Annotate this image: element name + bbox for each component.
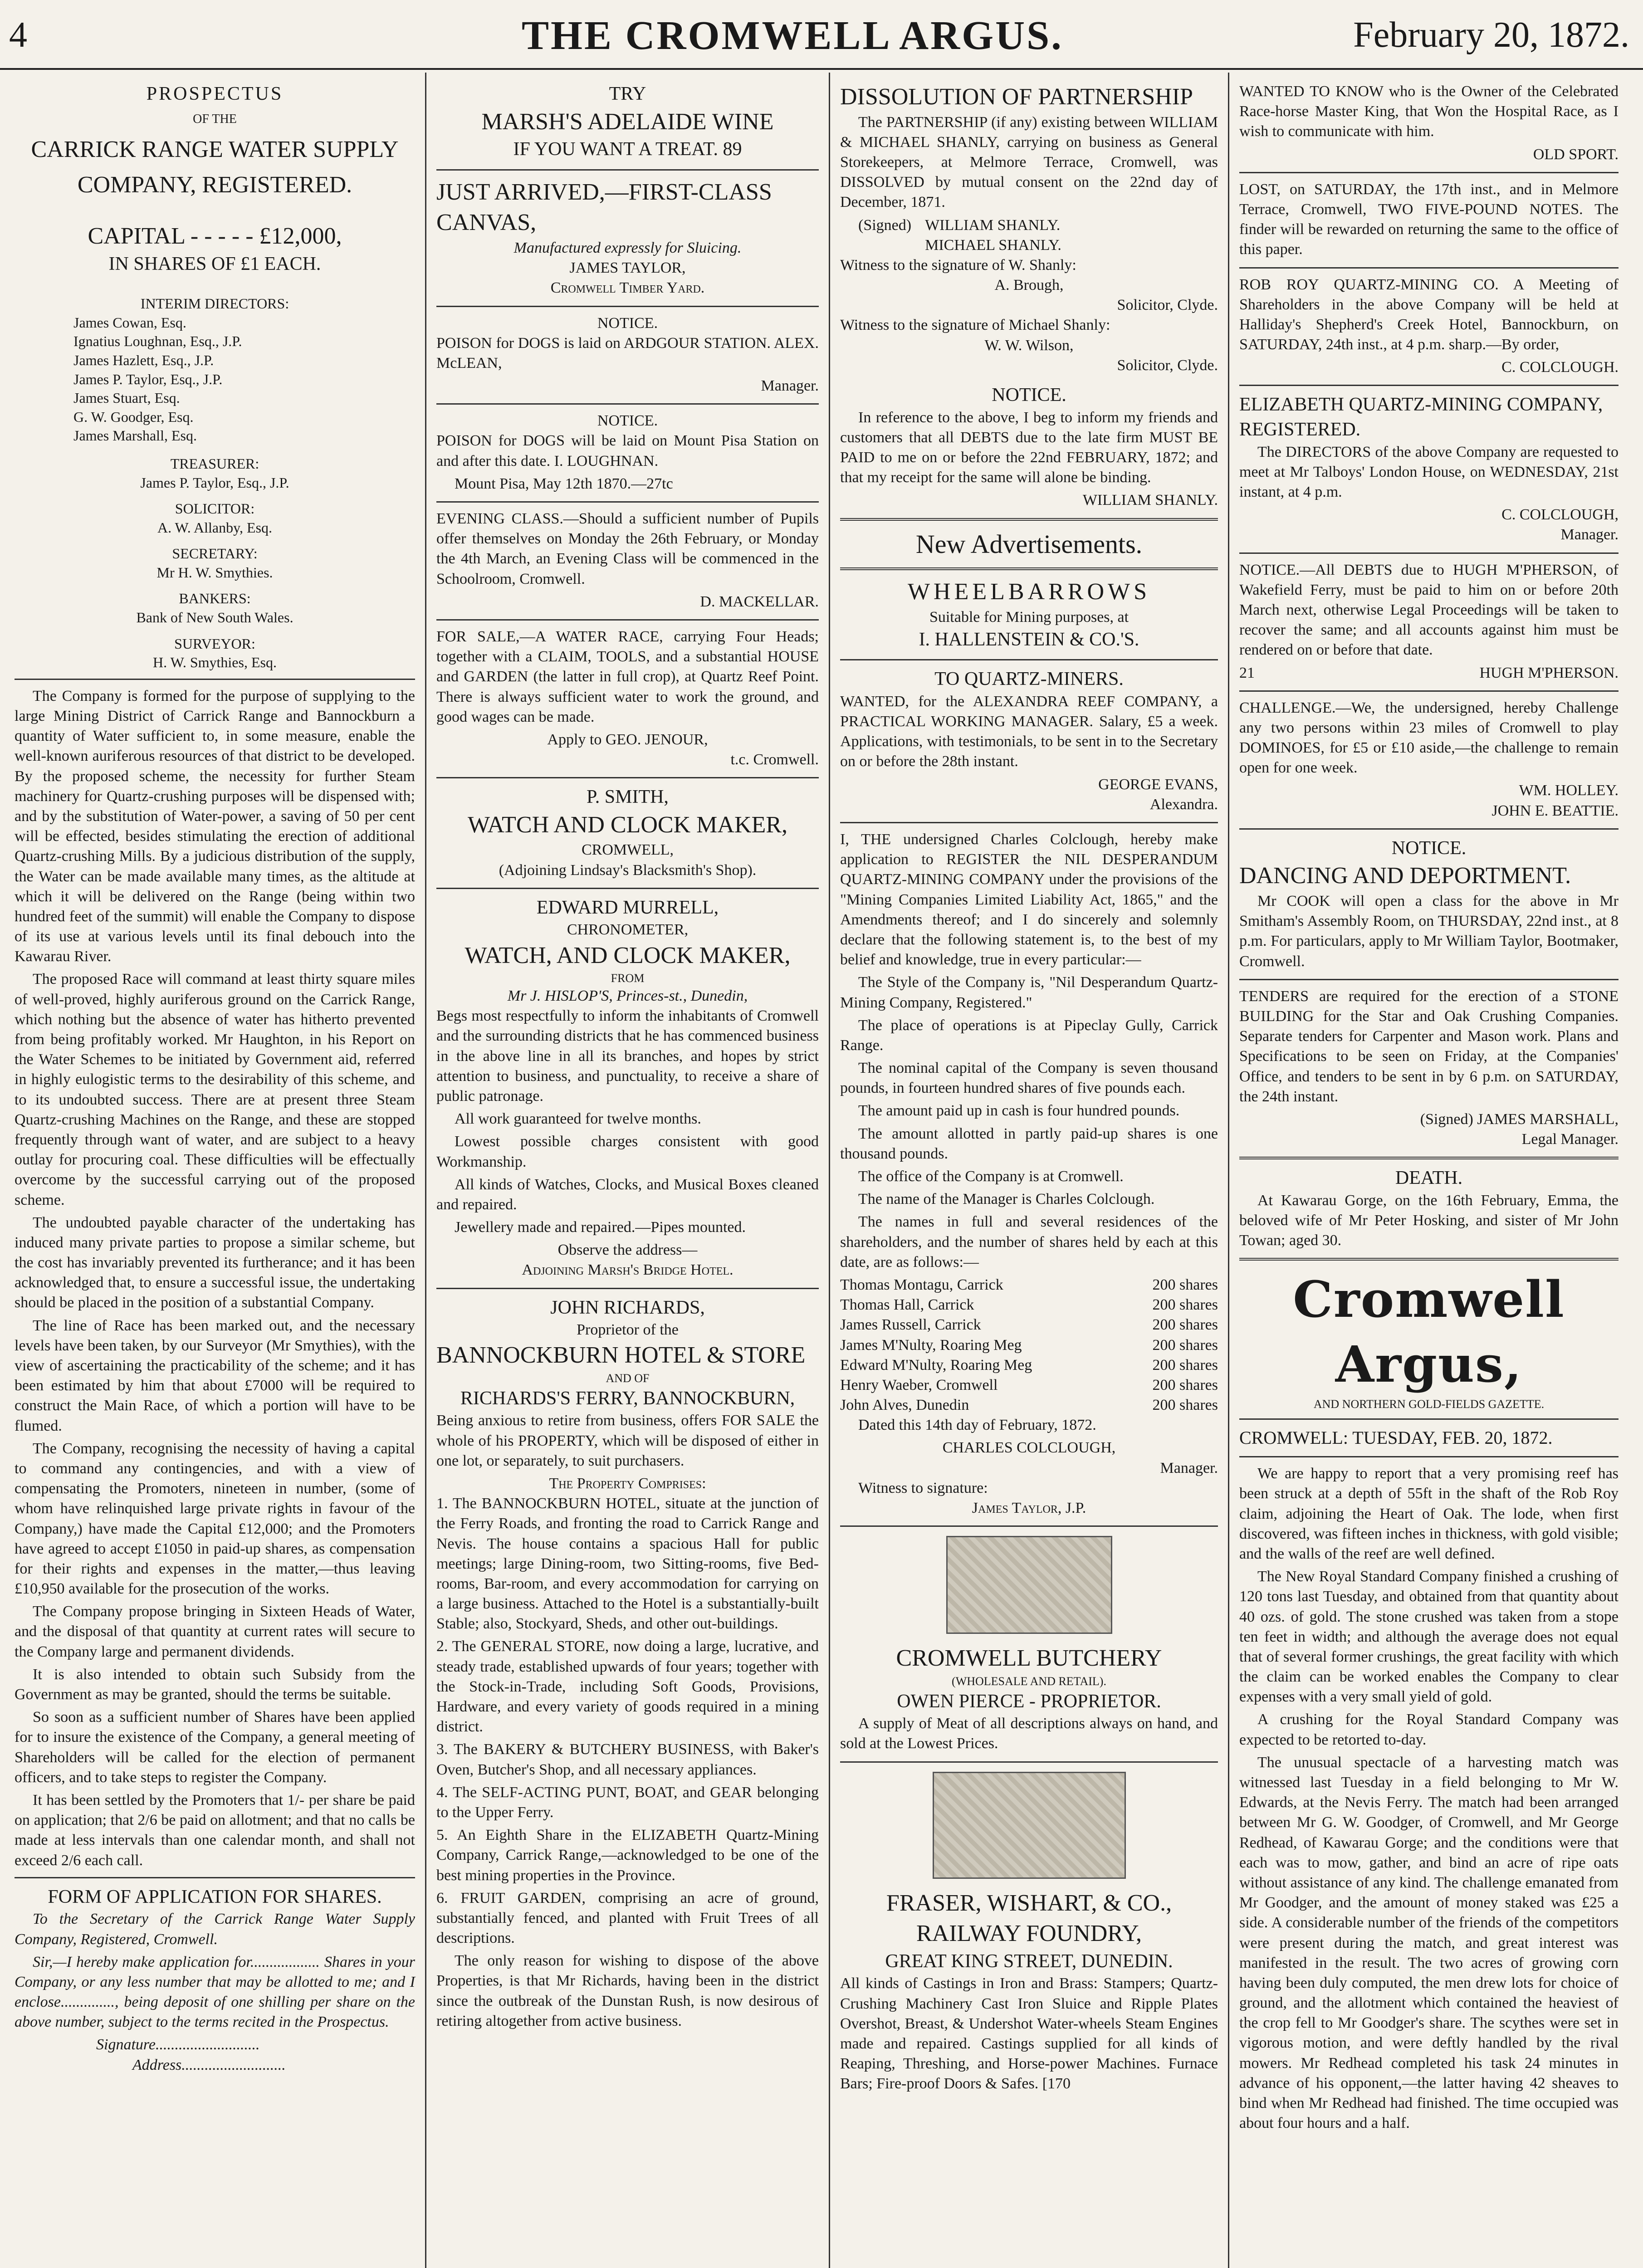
editorial-paragraph: The New Royal Standard Company finished a crushing of 120 tons last Tuesday, and obtained from that quantity about 40 ozs. of gold. The stone crushed was taken from a stope ten feet in width; and although the average does not equal that of several former crushings, the great facility with which the claim can be worked enables the Company to clear expenses with a very small yield of gold. <box>1239 1568 1619 1706</box>
signed-label: (Signed) <box>858 216 912 234</box>
wine-ad <box>436 82 819 162</box>
signer-list <box>925 215 1061 255</box>
shareholder-list <box>840 1275 1218 1415</box>
wheelbarrow-ad <box>840 577 1218 652</box>
surveyor-heading: SURVEYOR: <box>174 635 255 652</box>
smith-trade: WATCH AND CLOCK MAKER, <box>468 811 787 838</box>
directors-list <box>73 313 415 445</box>
list-item <box>840 1395 1218 1415</box>
divider <box>436 501 819 503</box>
list-item <box>840 1335 1218 1355</box>
signer: MICHAEL SHANLY. <box>925 236 1061 254</box>
holder-shares: 200 shares <box>1152 1397 1218 1414</box>
prospectus-company: CARRICK RANGE WATER SUPPLY COMPANY, REGISTERED. <box>31 136 399 198</box>
divider <box>1239 690 1619 692</box>
argus-dateline: CROMWELL: TUESDAY, FEB. 20, 1872. <box>1239 1427 1553 1448</box>
shanly-notice <box>840 383 1218 511</box>
murrell-text: All kinds of Watches, Clocks, and Musical Boxes cleaned and repaired. <box>436 1176 819 1213</box>
debts-footer <box>1239 663 1619 683</box>
challenge-text: CHALLENGE.—We, the undersigned, hereby Challenge any two persons within 23 miles of Cromwell to play DOMINOES, for £5 or £10 aside,—the challenge to remain open for one week. <box>1239 699 1619 777</box>
divider <box>840 567 1218 570</box>
divider <box>1239 385 1619 386</box>
murrell-text: All work guaranteed for twelve months. <box>455 1110 701 1128</box>
butchery-heading: CROMWELL BUTCHERY <box>896 1645 1162 1672</box>
lost-ad <box>1239 180 1619 260</box>
death-text: At Kawarau Gorge, on the 16th February, Emma, the beloved wife of Mr Peter Hosking, and sister of Mr John Towan; aged 30. <box>1239 1192 1619 1249</box>
registration-point: The place of operations is at Pipeclay Gully, Carrick Range. <box>840 1017 1218 1054</box>
divider <box>436 619 819 621</box>
poison-text: POISON for DOGS is laid on ARDGOUR STATION. ALEX. McLEAN, <box>436 334 819 371</box>
column-2 <box>426 73 830 2268</box>
wine-try: TRY <box>609 83 646 104</box>
dancing-heading: DANCING AND DEPORTMENT. <box>1239 863 1571 889</box>
canvas-sub: Manufactured expressly for Sluicing. <box>513 239 742 256</box>
canvas-name: JAMES TAYLOR, <box>569 259 686 277</box>
richards-close: The only reason for wishing to dispose of the above Properties, is that Mr Richards, having been in the district since the outbreak of the Dunstan Rush, is now desirous of retiring altogether from active business. <box>436 1952 819 2029</box>
director: James Hazlett, Esq., J.P. <box>73 352 214 368</box>
divider <box>1239 1418 1619 1420</box>
elizabeth-text: The DIRECTORS of the above Company are requested to meet at Mr Talboys' London House, on WEDNESDAY, 21st instant, at 4 p.m. <box>1239 443 1619 500</box>
holder-shares: 200 shares <box>1152 1296 1218 1314</box>
notice-heading: NOTICE. <box>992 385 1066 406</box>
richards-item: 4. The SELF-ACTING PUNT, BOAT, and GEAR belonging to the Upper Ferry. <box>436 1784 819 1821</box>
lost-text: LOST, on SATURDAY, the 17th inst., and in Melmore Terrace, Cromwell, TWO FIVE-POUND NOTES. The finder will be rewarded on returning the same to the office of this paper. <box>1239 181 1619 258</box>
new-advertisements-heading: New Advertisements. <box>915 529 1143 559</box>
holder-shares: 200 shares <box>1152 1376 1218 1393</box>
treasurer-heading: TREASURER: <box>170 455 259 472</box>
prospectus-paragraph: The undoubted payable character of the undertaking has induced many private parties to propose a similar scheme, but the cost has invariably prevented its furtherance; and it has been acknowledged that, to ensure a successful issue, the undertaking should be placed in the position of a substantial Company. <box>15 1214 415 1311</box>
poison-text: POISON for DOGS will be laid on Mount Pisa Station on and after this date. I. LOUGHNAN. <box>436 432 819 469</box>
foundry-ad <box>840 1772 1218 2094</box>
for-sale-text: FOR SALE,—A WATER RACE, carrying Four Heads; together with a CLAIM, TOOLS, and a substantial HOUSE and GARDEN (the latter in full crop), at Quartz Reef Point. There is always sufficient water to work the ground, and good wages can be made. <box>436 628 819 725</box>
holder-name: John Alves, Dunedin <box>840 1397 969 1414</box>
debts-ad <box>1239 560 1619 683</box>
wine-tagline: IF YOU WANT A TREAT. 89 <box>513 139 742 160</box>
nil-desperandum-ad <box>840 830 1218 1518</box>
for-sale-ad <box>436 627 819 770</box>
murrell-from: FROM <box>611 972 645 985</box>
divider <box>436 306 819 307</box>
murrell-trade: WATCH, AND CLOCK MAKER, <box>465 942 791 968</box>
evening-text: EVENING CLASS.—Should a sufficient number of Pupils offer themselves on Monday the 26th February, or Monday the 4th March, an Evening Class will be commenced in the Schoolroom, Cromwell. <box>436 510 819 587</box>
prospectus-paragraph: It is also intended to obtain such Subsidy from the Government as may be granted, should the terms be suitable. <box>15 1666 415 1703</box>
directors-heading: INTERIM DIRECTORS: <box>140 295 289 312</box>
registration-role: Manager. <box>1160 1459 1218 1476</box>
murrell-ad <box>436 895 819 1281</box>
locomotive-illustration <box>933 1772 1126 1879</box>
holder-shares: 200 shares <box>1152 1336 1218 1354</box>
divider <box>15 679 415 680</box>
divider <box>840 518 1218 521</box>
bankers-heading: BANKERS: <box>179 590 251 607</box>
poison-ad-1 <box>436 313 819 396</box>
debts-sig: HUGH M'PHERSON. <box>1479 664 1619 681</box>
argus-title: Cromwell Argus, <box>1293 1270 1565 1394</box>
for-sale-place: t.c. Cromwell. <box>730 751 819 768</box>
registration-sig: CHARLES COLCLOUGH, <box>942 1439 1116 1457</box>
registration-witness-name: James Taylor, J.P. <box>972 1500 1086 1517</box>
prospectus-paragraph: The Company is formed for the purpose of supplying to the large Mining District of Carrick Range and Bannockburn a quantity of Water sufficient to, in some measure, enable the well-known auriferous resources of that district to be developed. By the proposed scheme, the necessity for further Steam machinery for Quartz-crushing purposes will be dispensed with; and by the substitution of Water-power, a saving of 50 per cent will be effected, besides stimulating the erection of additional Quartz-crushing Mills. By a judicious distribution of the supply, the Water can be made available many times, as the altitude at which it will be delivered on the Range (being within two hundred feet of the summit) will enable the Company to dispose of its use at various levels until its final debouch into the Kawarau River. <box>15 687 415 965</box>
richards-prop: Proprietor of the <box>577 1321 679 1339</box>
divider <box>1239 828 1619 830</box>
divider <box>436 1288 819 1289</box>
director: James Cowan, Esq. <box>73 314 186 331</box>
prospectus-paragraph: So soon as a sufficient number of Shares have been applied for to insure the existence of the Company, a general meeting of Shareholders will be called for the election of permanent officers, and to take steps to register the Company. <box>15 1709 415 1786</box>
richards-and: AND OF <box>606 1372 650 1385</box>
form-address: Address........................... <box>132 2056 286 2073</box>
divider <box>1239 1157 1619 1159</box>
poison-date: Mount Pisa, May 12th 1870.—27tc <box>455 475 673 492</box>
divider <box>840 1761 1218 1763</box>
holder-shares: 200 shares <box>1152 1276 1218 1293</box>
holder-shares: 200 shares <box>1152 1316 1218 1334</box>
holder-name: Edward M'Nulty, Roaring Meg <box>840 1356 1032 1374</box>
registration-point: The amount paid up in cash is four hundred pounds. <box>858 1102 1180 1119</box>
holder-name: James M'Nulty, Roaring Meg <box>840 1336 1022 1354</box>
masthead <box>0 0 1643 70</box>
director: Ignatius Loughnan, Esq., J.P. <box>73 333 242 350</box>
witness-name: W. W. Wilson, <box>984 337 1074 354</box>
canvas-heading: JUST ARRIVED,—FIRST-CLASS CANVAS, <box>436 179 772 236</box>
challenge-sig: WM. HOLLEY. <box>1519 782 1619 799</box>
smith-name: P. SMITH, <box>587 787 669 808</box>
holder-shares: 200 shares <box>1152 1356 1218 1374</box>
murrell-observe: Observe the address— <box>557 1242 698 1259</box>
registration-intro: I, THE undersigned Charles Colclough, hereby make application to REGISTER the NIL DESPERANDUM QUARTZ-MINING COMPANY under the provisions of the "Mining Companies Limited Liability Act, 1865," and the Amendments thereof; and I do sincerely and solemnly declare that the following statement is, to the best of my belief and knowledge, true in every particular:— <box>840 831 1218 968</box>
secretary: Mr H. W. Smythies. <box>156 564 273 581</box>
notice-heading: NOTICE. <box>597 314 658 332</box>
butchery-prop: OWEN PIERCE - PROPRIETOR. <box>897 1691 1161 1712</box>
cow-illustration <box>946 1536 1112 1634</box>
canvas-ad <box>436 177 819 298</box>
registration-point: The name of the Manager is Charles Colclough. <box>858 1191 1155 1208</box>
divider <box>1239 552 1619 554</box>
elizabeth-heading: ELIZABETH QUARTZ-MINING COMPANY, REGISTERED. <box>1239 394 1603 440</box>
richards-comprises: The Property Comprises: <box>549 1475 706 1492</box>
director: James Marshall, Esq. <box>73 427 197 444</box>
poison-sig: Manager. <box>761 377 819 395</box>
smith-ad <box>436 785 819 880</box>
registration-point: The office of the Company is at Cromwell. <box>858 1168 1124 1185</box>
list-item <box>840 1315 1218 1335</box>
form-title: FORM OF APPLICATION FOR SHARES. <box>48 1886 382 1907</box>
death-heading: DEATH. <box>1395 1168 1463 1189</box>
form-body: Sir,—I hereby make application for.................. Shares in your Company, or any less number that may be allotted to me; and I enclose.............., being deposit of one shilling per share on the above number, subject to the terms recited in the Prospectus. <box>15 1953 415 2031</box>
richards-item: 5. An Eighth Share in the ELIZABETH Quartz-Mining Company, Carrick Range,—acknowledged to be one of the best mining properties in the Province. <box>436 1827 819 1884</box>
foundry-address: GREAT KING STREET, DUNEDIN. <box>885 1950 1173 1972</box>
richards-ferry: RICHARDS'S FERRY, BANNOCKBURN, <box>460 1388 795 1409</box>
divider <box>1239 1456 1619 1457</box>
prospectus-paragraph: The Company, recognising the necessity of having a capital to command any contingencies, and with a view of compensating the Promoters, nineteen in number, (some of whom have relinquished large private rights in favour of the Company,) have made the Capital £12,000; and the Promoters have agreed to accept £1050 in paid-up shares, as compensation for their rights and expenses in the matter,—thus leaving £10,950 available for the prosecution of the works. <box>15 1440 415 1598</box>
prospectus-paragraph: The line of Race has been marked out, and the necessary levels have been taken, by our Surveyor (Mr Smythies), with the view of ascertaining the practicability of the scheme; and it has been estimated by him that about £7000 will be required to construct the Main Race, of which a portion will have to be flumed. <box>15 1317 415 1434</box>
notice-text: In reference to the above, I beg to inform my friends and customers that all DEBTS due to the late firm MUST BE PAID to me on or before the 22nd FEBRUARY, 1872; and that my receipt for the same will alone be binding. <box>840 409 1218 486</box>
prospectus-paragraph: It has been settled by the Promoters that 1/- per share be paid on application; that 2/6 be paid on allotment; and that no calls be made at less intervals than one calendar month, and shall not exceed 2/6 each call. <box>15 1791 415 1869</box>
wine-name: MARSH'S ADELAIDE WINE <box>481 108 774 135</box>
dancing-text: Mr COOK will open a class for the above in Mr Smitham's Assembly Room, on THURSDAY, 22nd inst., at 8 p.m. For particulars, apply to Mr William Taylor, Bootmaker, Cromwell. <box>1239 893 1619 970</box>
quartz-heading: TO QUARTZ-MINERS. <box>934 669 1124 690</box>
holder-name: James Russell, Carrick <box>840 1316 981 1334</box>
registration-point: The Style of the Company is, "Nil Desperandum Quartz-Mining Company, Registered." <box>840 974 1218 1011</box>
murrell-text: Begs most respectfully to inform the inhabitants of Cromwell and the surrounding districts that he has commenced business in the above line in all its branches, and hopes by strict attention to business, and punctuality, to receive a share of public patronage. <box>436 1007 819 1105</box>
list-item <box>840 1295 1218 1315</box>
officers <box>15 294 415 672</box>
elizabeth-ad <box>1239 392 1619 545</box>
list-item <box>840 1275 1218 1295</box>
witness-role: Solicitor, Clyde. <box>1117 357 1218 374</box>
column-1 <box>5 73 426 2268</box>
divider <box>1239 267 1619 269</box>
debts-number: 21 <box>1239 664 1255 681</box>
editorial-paragraph: We are happy to report that a very promising reef has been struck at a depth of 55ft in the shaft of the Rob Roy claim, adjoining the Heart of Oak. The lode, when first discovered, was fifteen inches in thickness, with gold visible; and the walls of the reef are well defined. <box>1239 1465 1619 1562</box>
witness-label: Witness to the signature of Michael Shanly: <box>840 317 1110 334</box>
column-3 <box>830 73 1229 2268</box>
wanted-to-know-text: WANTED TO KNOW who is the Owner of the Celebrated Race-horse Master King, that Won the Hospital Race, as I wish to communicate with him. <box>1239 83 1619 140</box>
death-notice <box>1239 1166 1619 1251</box>
dancing-ad <box>1239 836 1619 972</box>
butchery-ad <box>840 1536 1218 1754</box>
evening-class-ad <box>436 509 819 612</box>
canvas-yard: Cromwell Timber Yard. <box>550 279 705 297</box>
holder-name: Thomas Montagu, Carrick <box>840 1276 1003 1293</box>
divider <box>15 1877 415 1878</box>
murrell-text: Lowest possible charges consistent with good Workmanship. <box>436 1133 819 1170</box>
divider <box>1239 172 1619 173</box>
witness-name: A. Brough, <box>994 277 1064 294</box>
richards-intro: Being anxious to retire from business, offers FOR SALE the whole of his PROPERTY, which will be disposed of either in one lot, or separately, to suit purchasers. <box>436 1412 819 1469</box>
wheelbarrow-seller: I. HALLENSTEIN & CO.'S. <box>919 629 1139 650</box>
secretary-heading: SECRETARY: <box>172 545 258 562</box>
for-sale-apply: Apply to GEO. JENOUR, <box>547 731 708 748</box>
page-number: 4 <box>9 15 27 55</box>
tenders-sig: (Signed) JAMES MARSHALL, <box>1420 1110 1619 1128</box>
rob-roy-ad <box>1239 275 1619 378</box>
dissolution-heading: DISSOLUTION OF PARTNERSHIP <box>840 84 1193 110</box>
bankers: Bank of New South Wales. <box>136 609 293 626</box>
solicitor-heading: SOLICITOR: <box>175 500 255 517</box>
editorial-paragraph: The unusual spectacle of a harvesting match was witnessed last Tuesday in a field belonging to Mr W. Edwards, at the Nevis Ferry. The match had been arranged between Mr G. W. Goodger, of Cromwell, and Mr George Redhead, of Kawarau Gorge; and the conditions were that each was to mow, gather, and bind an acre of ripe oats without assistance of any kind. The challenge emanated from Mr Goodger, and the amount of money staked was £25 a side. A considerable number of the friends of the competitors were present during the match, and great interest was manifested in the result. The two acres of growing corn having been duly computed, the men drew lots for choice of ground, and the allotment which contained the heaviest of the crop fell to Mr Goodger's share. The scythes were set in vigorous motion, and were deftly handled by the rival mowers. Mr Redhead completed his task 24 minutes in advance of his opponent,—the latter having 42 sheaves to bind when Mr Redhead had finished. The time occupied was about four hours and a half. <box>1239 1754 1619 2132</box>
debts-text: NOTICE.—All DEBTS due to HUGH M'PHERSON, of Wakefield Ferry, must be paid to him on or before 20th March next, otherwise Legal Proceedings will be taken to recover the same; and all accounts against him must be rendered on or before that date. <box>1239 561 1619 659</box>
smith-address: (Adjoining Lindsay's Blacksmith's Shop). <box>499 861 757 879</box>
richards-item: 1. The BANNOCKBURN HOTEL, situate at the junction of the Ferry Roads, and fronting the road to Carrick Range and Nevis. The house contains a spacious Hall for public meetings; large Dining-room, two Sitting-rooms, five Bed-rooms, Bar-room, and every accommodation for carrying on a large business. Attached to the Hotel is a substantially-built Stable; also, Stockyard, Sheds, and other out-buildings. <box>436 1495 819 1633</box>
murrell-title: CHRONOMETER, <box>567 921 689 938</box>
witness-role: Solicitor, Clyde. <box>1117 297 1218 314</box>
prospectus-paragraph: The Company propose bringing in Sixteen Heads of Water, and the disposal of that quantity at current rates will secure to the Company large and permanent dividends. <box>15 1603 415 1660</box>
divider <box>840 659 1218 660</box>
solicitor: A. W. Allanby, Esq. <box>157 519 273 536</box>
challenge-ad <box>1239 698 1619 821</box>
richards-name: JOHN RICHARDS, <box>550 1297 705 1318</box>
evening-sig: D. MACKELLAR. <box>700 593 819 610</box>
prospectus-of-the: OF THE <box>193 112 237 126</box>
divider <box>436 169 819 171</box>
divider <box>840 822 1218 823</box>
notice-sig: WILLIAM SHANLY. <box>1082 492 1218 509</box>
challenge-sig: JOHN E. BEATTIE. <box>1491 802 1619 819</box>
divider <box>840 1525 1218 1527</box>
paper-title: THE CROMWELL ARGUS. <box>522 13 1063 58</box>
list-item <box>840 1355 1218 1375</box>
argus-subtitle: AND NORTHERN GOLD-FIELDS GAZETTE. <box>1313 1398 1545 1411</box>
wheelbarrow-heading: WHEELBARROWS <box>907 578 1151 605</box>
foundry-name: RAILWAY FOUNDRY, <box>916 1921 1142 1947</box>
richards-ad <box>436 1295 819 2031</box>
divider <box>1239 979 1619 980</box>
prospectus-paragraph: The proposed Race will command at least thirty square miles of well-proved, highly auriferous ground on the Carrick Range, which nothing but the absence of water has hitherto prevented from being profitably worked. Mr Haughton, in his Report on the Water Schemes to be initiated by Government aid, referred in highly eulogistic terms to the desirability of this scheme, and to its undoubted success. There are at present three Steam Quartz-crushing Machines on the Range, and these are stopped frequently through want of water, and are subject to a heavy outlay for procuring coal. These difficulties will be effectually overcome by the successful carrying out of the proposed scheme. <box>15 971 415 1208</box>
registration-point: The names in full and several residences of the shareholders, and the number of shares held by each at this date, are as follows:— <box>840 1213 1218 1271</box>
columns <box>5 73 1638 2268</box>
foundry-text: All kinds of Castings in Iron and Brass: Stampers; Quartz-Crushing Machinery Cast Iron Sluice and Ripple Plates Overshot, Breast, & Undershot Water-wheels Steam Engines made and repaired. Castings supplied for all kinds of Reaping, Threshing, and Horse-power Machines. Furnace Bars; Fire-proof Doors & Safes. [170 <box>840 1975 1218 2092</box>
murrell-name: EDWARD MURRELL, <box>536 897 719 918</box>
surveyor: H. W. Smythies, Esq. <box>153 654 277 671</box>
richards-item: 2. The GENERAL STORE, now doing a large, lucrative, and steady trade, established upwards of four years; together with the Stock-in-Trade, including Soft Goods, Provisions, Hardware, and every variety of goods required in a mining district. <box>436 1638 819 1735</box>
elizabeth-role: Manager. <box>1560 526 1619 543</box>
richards-item: 3. The BAKERY & BUTCHERY BUSINESS, with Baker's Oven, Butcher's Shop, and all necessary appliances. <box>436 1741 819 1778</box>
holder-name: Thomas Hall, Carrick <box>840 1296 974 1314</box>
registration-witness: Witness to signature: <box>858 1479 988 1496</box>
prospectus-capital: CAPITAL - - - - - £12,000, <box>88 223 342 249</box>
prospectus-header <box>15 82 415 276</box>
holder-name: Henry Waeber, Cromwell <box>840 1376 998 1393</box>
director: James Stuart, Esq. <box>73 390 180 406</box>
wanted-to-know-sig: OLD SPORT. <box>1533 146 1619 163</box>
murrell-prev: Mr J. HISLOP'S, Princes-st., Dunedin, <box>507 987 748 1005</box>
registration-point: The amount allotted in partly paid-up shares is one thousand pounds. <box>840 1125 1218 1162</box>
director: G. W. Goodger, Esq. <box>73 408 194 425</box>
signers <box>858 215 1218 255</box>
wheelbarrow-sub: Suitable for Mining purposes, at <box>929 608 1129 626</box>
manager-wanted-ad <box>840 667 1218 815</box>
butchery-sub: (WHOLESALE AND RETAIL). <box>952 1674 1106 1688</box>
form-recipient: To the Secretary of the Carrick Range Water Supply Company, Registered, Cromwell. <box>15 1911 415 1948</box>
divider <box>436 777 819 778</box>
divider <box>436 888 819 889</box>
richards-item: 6. FRUIT GARDEN, comprising an acre of ground, substantially fenced, and planted with Fruit Trees of all descriptions. <box>436 1889 819 1947</box>
notice-heading: NOTICE. <box>597 412 658 430</box>
director: James P. Taylor, Esq., J.P. <box>73 371 223 387</box>
list-item <box>840 1375 1218 1395</box>
murrell-text: Jewellery made and repaired.—Pipes mounted. <box>455 1219 746 1236</box>
foundry-heading: FRASER, WISHART, & CO., <box>886 1890 1172 1916</box>
manager-wanted-place: Alexandra. <box>1149 796 1218 813</box>
manager-wanted-sig: GEORGE EVANS, <box>1098 776 1218 793</box>
rob-roy-text: ROB ROY QUARTZ-MINING CO. A Meeting of Shareholders in the above Company will be held at Halliday's Shepherd's Creek Hotel, Bannockburn, on SATURDAY, 24th inst., at 4 p.m. sharp.—By order, <box>1239 276 1619 353</box>
richards-hotel: BANNOCKBURN HOTEL & STORE <box>436 1342 806 1369</box>
notice-heading: NOTICE. <box>1391 837 1467 859</box>
manager-wanted-text: WANTED, for the ALEXANDRA REEF COMPANY, a PRACTICAL WORKING MANAGER. Salary, £5 a week. Applications, with testimonials, to be sent in to the Secretary on or before the 28th instant. <box>840 693 1218 770</box>
butchery-text: A supply of Meat of all descriptions always on hand, and sold at the Lowest Prices. <box>840 1715 1218 1752</box>
murrell-address: Adjoining Marsh's Bridge Hotel. <box>522 1261 733 1279</box>
signer: WILLIAM SHANLY. <box>925 216 1061 234</box>
tenders-role: Legal Manager. <box>1521 1131 1619 1148</box>
column-4 <box>1229 73 1628 2268</box>
elizabeth-sig: C. COLCLOUGH, <box>1501 506 1619 523</box>
issue-date: February 20, 1872. <box>1353 15 1629 55</box>
prospectus-title: PROSPECTUS <box>146 83 284 104</box>
divider <box>1239 1258 1619 1261</box>
witness-label: Witness to the signature of W. Shanly: <box>840 256 1076 274</box>
poison-ad-2 <box>436 411 819 494</box>
editorial-paragraph: A crushing for the Royal Standard Company was expected to be retorted to-day. <box>1239 1711 1619 1748</box>
wanted-to-know-ad <box>1239 82 1619 165</box>
divider <box>436 403 819 405</box>
dissolution-text: The PARTNERSHIP (if any) existing between WILLIAM & MICHAEL SHANLY, carrying on business as General Storekeepers, at Melmore Terrace, Cromwell, was DISSOLVED by mutual consent on the 22nd day of December, 1871. <box>840 113 1218 211</box>
tenders-ad <box>1239 987 1619 1150</box>
registration-point: The nominal capital of the Company is seven thousand pounds, in fourteen hundred shares of five pounds each. <box>840 1060 1218 1097</box>
form-signature: Signature........................... <box>96 2036 260 2053</box>
treasurer: James P. Taylor, Esq., J.P. <box>140 474 289 491</box>
registration-date: Dated this 14th day of February, 1872. <box>858 1417 1096 1434</box>
prospectus-shares: IN SHARES OF £1 EACH. <box>108 253 321 274</box>
dissolution-ad <box>840 82 1218 376</box>
smith-town: CROMWELL, <box>581 841 674 859</box>
rob-roy-sig: C. COLCLOUGH. <box>1501 359 1619 376</box>
tenders-text: TENDERS are required for the erection of a STONE BUILDING for the Star and Oak Crushing Companies. Separate tenders for Carpenter and Mason work. Plans and Specifications to be seen on Friday, at the Companies' Office, and tenders to be sent in by 6 p.m. on SATURDAY, the 24th instant. <box>1239 987 1619 1105</box>
